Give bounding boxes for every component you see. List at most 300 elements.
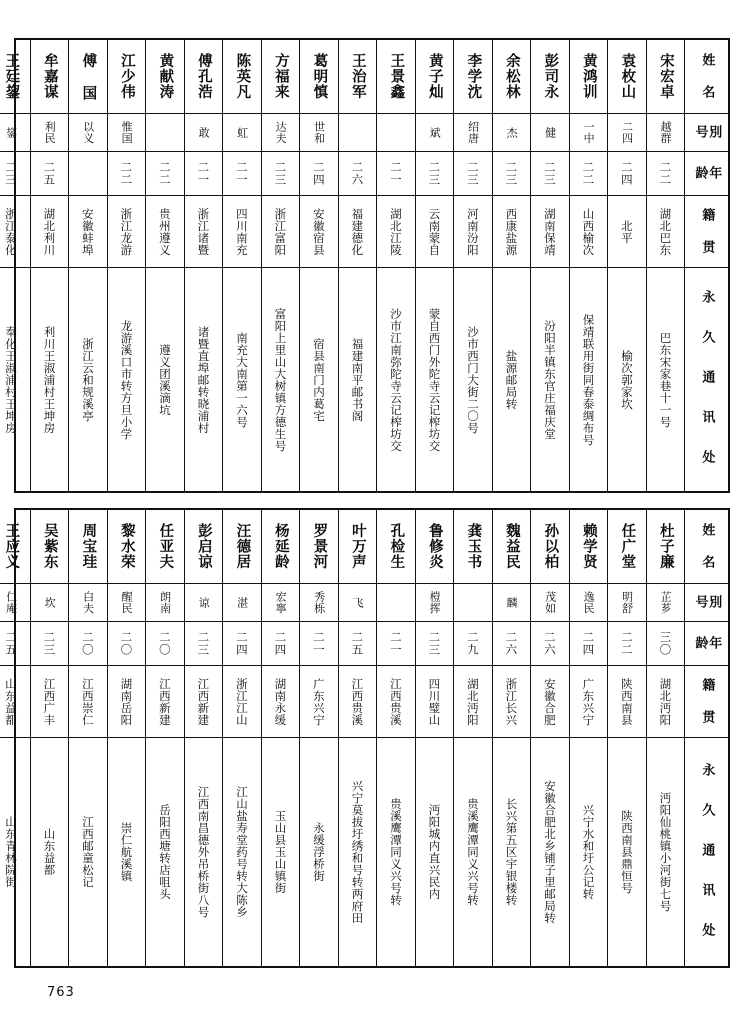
roster-entry (261, 510, 300, 966)
roster-entry (569, 40, 608, 491)
entry-native-place (0, 666, 30, 738)
entry-name-text: 李学沈 (465, 53, 482, 100)
entry-address-text: 蒙自西门外陀寺云记榨坊交 (427, 307, 442, 452)
entry-alias (493, 114, 531, 152)
entry-alias-text: 茂如 (543, 591, 557, 614)
entry-address-text: 榆次郭家坎 (619, 349, 634, 410)
entry-name (531, 510, 569, 584)
entry-native-place (108, 196, 146, 268)
entry-address (454, 268, 492, 491)
entry-alias (262, 114, 300, 152)
header-native-place-text: 籍 贯 (699, 208, 715, 255)
entry-native-place (339, 196, 377, 268)
entry-name-text: 袁枚山 (619, 53, 636, 100)
entry-alias-text: 秀栎 (312, 591, 326, 614)
entry-age (31, 152, 69, 196)
entry-alias-text: 惟国 (120, 121, 134, 144)
entry-age-text: 二〇 (157, 631, 172, 656)
entry-address (223, 268, 261, 491)
entry-native-place (570, 196, 608, 268)
entry-native-place (531, 196, 569, 268)
entry-native-place-text: 广东兴宁 (311, 677, 326, 726)
entry-age (223, 152, 261, 196)
entry-age-text: 二五 (42, 161, 57, 186)
entry-name-text: 江少伟 (118, 53, 135, 100)
entry-name-text: 黄献涛 (157, 53, 174, 100)
entry-name (570, 510, 608, 584)
entry-alias-text: 利民 (43, 121, 57, 144)
entry-address (493, 268, 531, 491)
entry-native-place-text: 湖北巴东 (658, 207, 673, 256)
header-native-place-text: 籍 贯 (699, 678, 715, 725)
entry-alias (0, 584, 30, 622)
entry-age (108, 152, 146, 196)
entry-native-place-text: 湖南保靖 (542, 207, 557, 256)
entry-alias-text: 醒民 (120, 591, 134, 614)
entry-address-text: 贵溪鹰潭同义兴号转 (465, 798, 480, 906)
roster-entry (492, 40, 531, 491)
entry-name (185, 40, 223, 114)
entry-address-text: 陕西南县鼎恒号 (619, 810, 634, 894)
header-native-place (685, 196, 728, 268)
entry-alias-text: 逸民 (582, 591, 596, 614)
entry-age-text: 二三 (3, 161, 18, 186)
entry-alias (339, 584, 377, 622)
entry-alias (570, 114, 608, 152)
entry-alias (223, 114, 261, 152)
entry-name (647, 40, 685, 114)
roster-entry (145, 510, 184, 966)
roster-entry (261, 40, 300, 491)
entry-address (300, 738, 338, 966)
entry-address (69, 268, 107, 491)
entry-alias-text: 明舒 (620, 591, 634, 614)
entry-name-text: 罗景河 (311, 523, 328, 570)
entry-name (570, 40, 608, 114)
entry-name-text: 魏益民 (503, 523, 520, 570)
entry-address (493, 738, 531, 966)
entry-alias-text: 斌 (428, 126, 442, 139)
entry-name-text: 宋宏卓 (657, 53, 674, 100)
entry-address-text: 保靖联用街同春泰绸布号 (581, 313, 596, 446)
entry-age (69, 622, 107, 666)
entry-native-place (223, 666, 261, 738)
entry-address (185, 268, 223, 491)
entry-name-text: 任亚夫 (157, 523, 174, 570)
entry-alias-text: 仁庵 (4, 591, 18, 614)
entry-address (146, 738, 184, 966)
entry-native-place-text: 广东兴宁 (581, 677, 596, 726)
entry-name-text: 孙以柏 (542, 523, 559, 570)
entry-name (416, 40, 454, 114)
entry-address (377, 738, 415, 966)
entry-age-text: 二六 (542, 631, 557, 656)
entry-name-text: 彭司永 (542, 53, 559, 100)
entry-age-text: 二四 (311, 161, 326, 186)
entry-name (454, 40, 492, 114)
entry-native-place (262, 666, 300, 738)
entry-address-text: 宿县南门内葛宅 (311, 337, 326, 422)
entry-age-text: 二三 (273, 161, 288, 186)
entry-name (108, 510, 146, 584)
entry-native-place-text: 浙江江山 (234, 677, 249, 726)
entry-name (223, 40, 261, 114)
entry-name-text: 黎水荣 (118, 523, 135, 570)
page-number: 763 (47, 985, 75, 1000)
entry-age-text: 二四 (581, 631, 596, 656)
entry-age-text: 二三 (427, 161, 442, 186)
entry-age (31, 622, 69, 666)
entry-native-place (454, 666, 492, 738)
entry-age (647, 152, 685, 196)
entry-address-text: 江西邮童松记 (80, 816, 95, 888)
header-address-text: 永 久 通 讯 处 (699, 762, 715, 942)
entry-native-place (69, 196, 107, 268)
entry-native-place (146, 196, 184, 268)
entry-address-text: 山东青林院街 (3, 816, 18, 888)
entry-alias (454, 584, 492, 622)
entry-alias (608, 584, 646, 622)
roster-entry (453, 40, 492, 491)
entry-alias (416, 114, 454, 152)
entry-alias (300, 114, 338, 152)
entry-alias-text: 白夫 (81, 591, 95, 614)
entry-native-place (185, 666, 223, 738)
entry-age-text: 二四 (273, 631, 288, 656)
entry-alias-text: 一中 (582, 121, 596, 144)
entry-age (531, 152, 569, 196)
entry-name-text: 傅孔浩 (195, 53, 212, 100)
entry-name (647, 510, 685, 584)
entry-native-place-text: 北平 (619, 219, 634, 244)
entry-name (531, 40, 569, 114)
entry-age-text: 二六 (504, 631, 519, 656)
entry-alias-text: 绍唐 (466, 121, 480, 144)
entry-age (454, 622, 492, 666)
entry-age-text: 二二 (619, 631, 634, 656)
entry-name (377, 510, 415, 584)
entry-native-place (493, 196, 531, 268)
entry-address-text: 贵溪鹰潭同义兴号转 (388, 798, 403, 906)
entry-native-place-text: 江西贵溪 (350, 677, 365, 726)
entry-alias (185, 584, 223, 622)
table-grid (3, 510, 728, 966)
roster-entry (30, 40, 69, 491)
entry-native-place-text: 贵州遵义 (157, 207, 172, 256)
entry-address-text: 沙市江南弥陀寺云记榨坊交 (388, 307, 403, 452)
entry-age-text: 二一 (388, 631, 403, 656)
entry-alias (531, 114, 569, 152)
entry-name-text: 鲁修炎 (426, 523, 443, 570)
entry-native-place (262, 196, 300, 268)
entry-name (69, 40, 107, 114)
entry-alias (493, 584, 531, 622)
entry-name-text: 王应义 (3, 523, 20, 570)
entry-age (416, 622, 454, 666)
roster-entry (376, 510, 415, 966)
entry-native-place (108, 666, 146, 738)
entry-native-place (608, 666, 646, 738)
entry-name (0, 40, 30, 114)
entry-address-text: 富阳上里山大树镇方德生号 (273, 307, 288, 452)
entry-name-text: 汪德居 (234, 523, 251, 570)
entry-native-place (493, 666, 531, 738)
entry-age (108, 622, 146, 666)
roster-entry (145, 40, 184, 491)
entry-name-text: 彭启谅 (195, 523, 212, 570)
entry-name (108, 40, 146, 114)
entry-native-place-text: 江西新建 (196, 677, 211, 726)
entry-address (570, 738, 608, 966)
roster-entry (184, 510, 223, 966)
entry-name-text: 杨延龄 (272, 523, 289, 570)
roster-entry (453, 510, 492, 966)
entry-age (300, 152, 338, 196)
entry-name (262, 510, 300, 584)
entry-address-text: 南充大南第一六号 (234, 331, 249, 428)
entry-name-text: 陈英凡 (234, 53, 251, 100)
entry-native-place-text: 四川南充 (234, 207, 249, 256)
entry-alias-text: 达夫 (274, 121, 288, 144)
entry-native-place (31, 196, 69, 268)
entry-native-place-text: 陕西南县 (619, 677, 634, 726)
entry-alias-text: 湛 (235, 596, 249, 609)
entry-native-place-text: 湖北沔阳 (465, 677, 480, 726)
entry-age-text: 二三 (465, 161, 480, 186)
entry-alias (300, 584, 338, 622)
entry-native-place (570, 666, 608, 738)
entry-name-text: 牟嘉谋 (41, 53, 58, 100)
entry-native-place (647, 666, 685, 738)
entry-address-text: 永缓浮桥街 (311, 822, 326, 882)
entry-name (69, 510, 107, 584)
entry-age (69, 152, 107, 196)
entry-name (339, 510, 377, 584)
roster-entry (569, 510, 608, 966)
entry-address (416, 268, 454, 491)
entry-address-text: 巴东宋家巷十一号 (658, 331, 673, 428)
entry-name-text: 余松林 (503, 53, 520, 100)
entry-age (0, 152, 30, 196)
roster-entry (415, 510, 454, 966)
entry-age (262, 622, 300, 666)
entry-name-text: 杜子廉 (657, 523, 674, 570)
entry-native-place (185, 196, 223, 268)
entry-name-text: 任广堂 (619, 523, 636, 570)
entry-name (31, 40, 69, 114)
entry-address (339, 738, 377, 966)
entry-native-place-text: 安徽宿县 (311, 207, 326, 256)
roster-entry (184, 40, 223, 491)
entry-age-text: 二四 (619, 161, 634, 186)
entry-age (647, 622, 685, 666)
header-alias-text: 別 号 (692, 595, 722, 610)
roster-entry (646, 510, 685, 966)
roster-entry (338, 510, 377, 966)
roster-entry (646, 40, 685, 491)
entry-name-text: 吴紫东 (41, 523, 58, 570)
entry-alias (185, 114, 223, 152)
entry-alias (647, 114, 685, 152)
entry-age-text: 二五 (3, 631, 18, 656)
entry-alias (377, 114, 415, 152)
header-alias (685, 584, 728, 622)
entry-address (31, 738, 69, 966)
entry-alias (454, 114, 492, 152)
entry-native-place-text: 浙江富阳 (273, 207, 288, 256)
roster-entry (107, 510, 146, 966)
entry-native-place (300, 196, 338, 268)
header-name (685, 40, 728, 114)
entry-name (146, 510, 184, 584)
roster-table-upper (3, 38, 730, 493)
entry-age (300, 622, 338, 666)
entry-alias-text: 榿挥 (428, 591, 442, 614)
entry-address (454, 738, 492, 966)
entry-name (416, 510, 454, 584)
entry-native-place-text: 山西榆次 (581, 207, 596, 256)
entry-name (223, 510, 261, 584)
entry-alias (262, 584, 300, 622)
entry-alias (108, 114, 146, 152)
entry-native-place (223, 196, 261, 268)
entry-alias (108, 584, 146, 622)
roster-entry (68, 40, 107, 491)
entry-address (146, 268, 184, 491)
entry-age-text: 二一 (196, 161, 211, 186)
roster-entry (222, 510, 261, 966)
entry-native-place (377, 666, 415, 738)
entry-age-text: 二六 (350, 161, 365, 186)
entry-alias-text: 杰 (505, 126, 519, 139)
entry-address-text: 崇仁航溪镇 (119, 822, 134, 882)
entry-age (146, 152, 184, 196)
entry-native-place-text: 江西广丰 (42, 677, 57, 726)
roster-entry (530, 40, 569, 491)
entry-address (0, 268, 30, 491)
entry-native-place-text: 浙江长兴 (504, 677, 519, 726)
entry-address (531, 268, 569, 491)
entry-address-text: 沔阳城内直兴民内 (427, 804, 442, 900)
entry-address (339, 268, 377, 491)
entry-native-place-text: 浙江诸暨 (196, 207, 211, 256)
entry-address-text: 汾阳半镇东官庄福庆堂 (542, 319, 557, 440)
entry-alias (416, 584, 454, 622)
roster-entry (607, 510, 646, 966)
entry-address (31, 268, 69, 491)
header-age-text: 年 龄 (692, 166, 722, 181)
roster-entry (376, 40, 415, 491)
table-grid (3, 40, 728, 491)
entry-age (454, 152, 492, 196)
entry-age-text: 二二 (119, 161, 134, 186)
entry-address-text: 奉化王淑浦村王坤房 (3, 325, 18, 434)
entry-alias-text: 飞 (351, 596, 365, 609)
entry-native-place (608, 196, 646, 268)
entry-native-place-text: 湖南岳阳 (119, 677, 134, 726)
entry-name (339, 40, 377, 114)
entry-address-text: 长兴第五区宇银楼转 (504, 798, 519, 906)
entry-address-text: 山东益都 (42, 828, 57, 876)
entry-age (339, 622, 377, 666)
entry-alias-text: 二四 (620, 121, 634, 144)
entry-address (647, 268, 685, 491)
entry-native-place (0, 196, 30, 268)
entry-native-place (647, 196, 685, 268)
entry-address-text: 诸暨直埠邮转晓浦村 (196, 325, 211, 434)
entry-name (0, 510, 30, 584)
entry-alias-text: 世和 (312, 121, 326, 144)
entry-age-text: 二三 (427, 631, 442, 656)
entry-alias-text: 以义 (81, 121, 95, 144)
entry-native-place-text: 浙江龙游 (119, 207, 134, 256)
entry-native-place-text: 福建德化 (350, 207, 365, 256)
entry-age-text: 二一 (311, 631, 326, 656)
entry-age (377, 152, 415, 196)
entry-name (454, 510, 492, 584)
entry-age-text: 二〇 (119, 631, 134, 656)
entry-age-text: 二〇 (80, 631, 95, 656)
entry-alias-text: 健 (543, 126, 557, 139)
entry-address-text: 安徽合肥北乡铺子里邮局转 (542, 780, 557, 924)
entry-age-text: 二九 (465, 631, 480, 656)
entry-native-place (377, 196, 415, 268)
roster-entry (107, 40, 146, 491)
entry-alias (69, 114, 107, 152)
entry-name-text: 葛明慎 (311, 53, 328, 100)
entry-alias (531, 584, 569, 622)
entry-alias (31, 114, 69, 152)
entry-native-place-text: 西康盐源 (504, 207, 519, 256)
entry-native-place (454, 196, 492, 268)
entry-name-text: 周宝珪 (80, 523, 97, 570)
entry-age (223, 622, 261, 666)
entry-address (608, 268, 646, 491)
entry-age (531, 622, 569, 666)
entry-name-text: 黄鸿训 (580, 53, 597, 100)
entry-name-text: 孔检生 (388, 523, 405, 570)
entry-native-place-text: 湖北利川 (42, 207, 57, 256)
entry-age (185, 152, 223, 196)
entry-name (31, 510, 69, 584)
entry-alias (0, 114, 30, 152)
entry-native-place-text: 浙江泰化 (3, 207, 18, 256)
entry-age-text: 二三 (504, 161, 519, 186)
roster-entry (299, 510, 338, 966)
entry-name-text: 赖学贤 (580, 523, 597, 570)
entry-address (531, 738, 569, 966)
roster-entry (492, 510, 531, 966)
entry-address-text: 岳阳西塘转店咀头 (157, 804, 172, 900)
entry-name-text: 叶万声 (349, 523, 366, 570)
entry-name-text: 龚玉书 (465, 523, 482, 570)
entry-name-text: 傅 国 (80, 52, 97, 101)
roster-entry (0, 510, 30, 966)
entry-age (339, 152, 377, 196)
entry-address (416, 738, 454, 966)
header-address (685, 268, 728, 491)
entry-age (570, 152, 608, 196)
entry-alias-text: 谅 (197, 596, 211, 609)
entry-address (108, 268, 146, 491)
entry-address-text: 遵义团溪滴坑 (157, 343, 172, 416)
entry-alias (31, 584, 69, 622)
entry-address-text: 兴宁莫拔圩绣和号转两府田 (350, 780, 365, 924)
entry-alias (223, 584, 261, 622)
entry-alias-text: 芷芗 (659, 591, 673, 614)
entry-age (377, 622, 415, 666)
entry-native-place-text: 安徽合肥 (542, 677, 557, 726)
